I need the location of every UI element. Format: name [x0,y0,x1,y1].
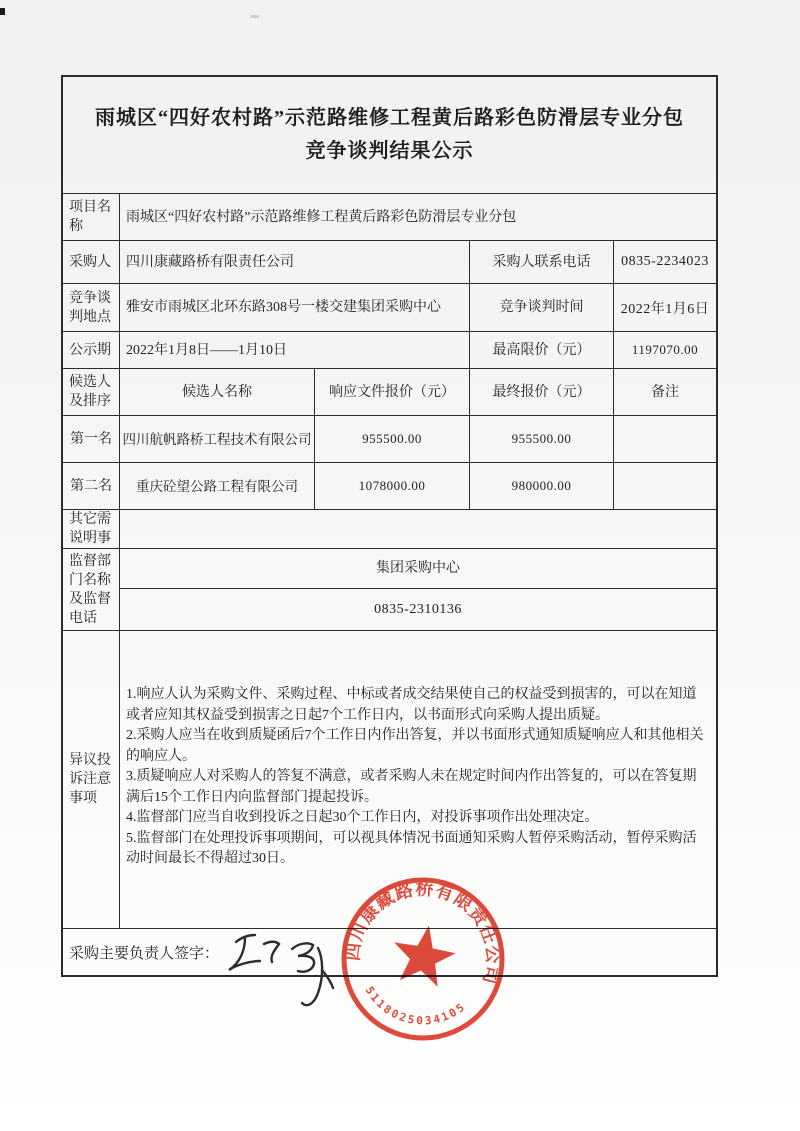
seal-number-text: 5118025034105 [362,984,469,1028]
scan-speck-artifact [250,15,259,18]
candidate-2-remark [614,463,716,509]
supervision-department: 集团采购中心 [376,561,460,576]
title-row [63,77,716,193]
project-name-row [63,193,716,240]
supervision-phone: 0835-2310136 [120,588,716,630]
scan-edge-artifact [0,8,5,15]
objection-label: 异议投诉注意事项 [63,631,120,928]
venue-value: 雅安市雨城区北环东路308号一楼交建集团采购中心 [120,284,470,331]
purchaser-row [63,240,716,283]
objection-item-2: 2.采购人应当在收到质疑函后7个工作日内作出答复，并以书面形式通知质疑响应人和其他相关的响应人。 [126,728,704,764]
candidate-1-name: 四川航帆路桥工程技术有限公司 [120,416,315,462]
candidate-1-rank: 第一名 [63,416,120,462]
candidate-2-rank: 第二名 [63,463,120,509]
publicity-period-row [63,331,716,368]
objection-item-1: 1.响应人认为采购文件、采购过程、中标或者成交结果使自己的权益受到损害的，可以在知道或者应知其权益受到损害之日起7个工作日内，以书面形式向采购人提出质疑。 [126,687,697,723]
remark-header: 备注 [651,384,679,400]
signature-label: 采购主要负责人签字： [69,945,220,962]
supervision-values [120,549,716,630]
announcement-table [61,75,718,977]
candidate-name-header: 候选人名称 [120,369,315,415]
objection-text [120,631,716,928]
venue-label: 竞争谈判地点 [63,284,120,331]
seal-company-text: 四川康藏路桥有限责任公司 [342,878,504,988]
negotiation-venue-row [63,283,716,331]
other-notes-value [120,510,716,548]
signature-row [63,928,716,975]
project-name-value: 雨城区“四好农村路”示范路维修工程黄后路彩色防滑层专业分包 [126,209,517,225]
response-price-header: 响应文件报价（元） [315,369,470,415]
objection-row [63,630,716,928]
purchaser-value: 四川康藏路桥有限责任公司 [120,241,470,283]
publicity-label: 公示期 [63,332,120,368]
publicity-value: 2022年1月8日——1月10日 [120,332,470,368]
candidate-row-1 [63,415,716,462]
max-price-value: 1197070.00 [631,342,699,357]
other-notes-label: 其它需说明事 [63,510,120,548]
candidates-header-row [63,368,716,415]
candidate-1-response-price: 955500.00 [315,416,470,462]
project-name-label: 项目名称 [63,194,120,240]
final-price-header: 最终报价（元） [470,369,614,415]
candidate-1-final-price: 955500.00 [470,416,614,462]
purchaser-phone-value: 0835-2234023 [621,254,709,269]
max-price-label: 最高限价（元） [470,332,614,368]
objection-item-5: 5.监督部门在处理投诉事项期间，可以视具体情况书面通知采购人暂停采购活动，暂停采购活动时间最长不得超过30日。 [126,830,697,867]
other-notes-row [63,509,716,548]
supervision-row [63,548,716,630]
supervision-label: 监督部门名称及监督电话 [63,549,120,630]
objection-item-4: 4.监督部门应当自收到投诉之日起30个工作日内，对投诉事项作出处理决定。 [126,810,599,826]
purchaser-phone-label: 采购人联系电话 [470,241,614,283]
negotiation-time-label: 竞争谈判时间 [470,284,614,331]
purchaser-label: 采购人 [63,241,120,283]
candidate-row-2 [63,462,716,509]
objection-item-3: 3.质疑响应人对采购人的答复不满意，或者采购人未在规定时间内作出答复的，可以在答复期满后15个工作日内向监督部门提起投诉。 [126,769,697,805]
title-line-1: 雨城区“四好农村路”示范路维修工程黄后路彩色防滑层专业分包 [95,107,684,129]
title-line-2: 竞争谈判结果公示 [305,140,474,162]
signature-cell [63,929,716,975]
negotiation-time-value: 2022年1月6日 [620,301,710,317]
candidate-2-final-price: 980000.00 [470,463,614,509]
svg-text:5118025034105 [358,983,470,1036]
candidate-1-remark [614,416,716,462]
candidates-label: 候选人及排序 [63,369,120,415]
document-title [63,77,716,193]
candidate-2-name: 重庆砼望公路工程有限公司 [120,463,315,509]
candidate-2-response-price: 1078000.00 [315,463,470,509]
